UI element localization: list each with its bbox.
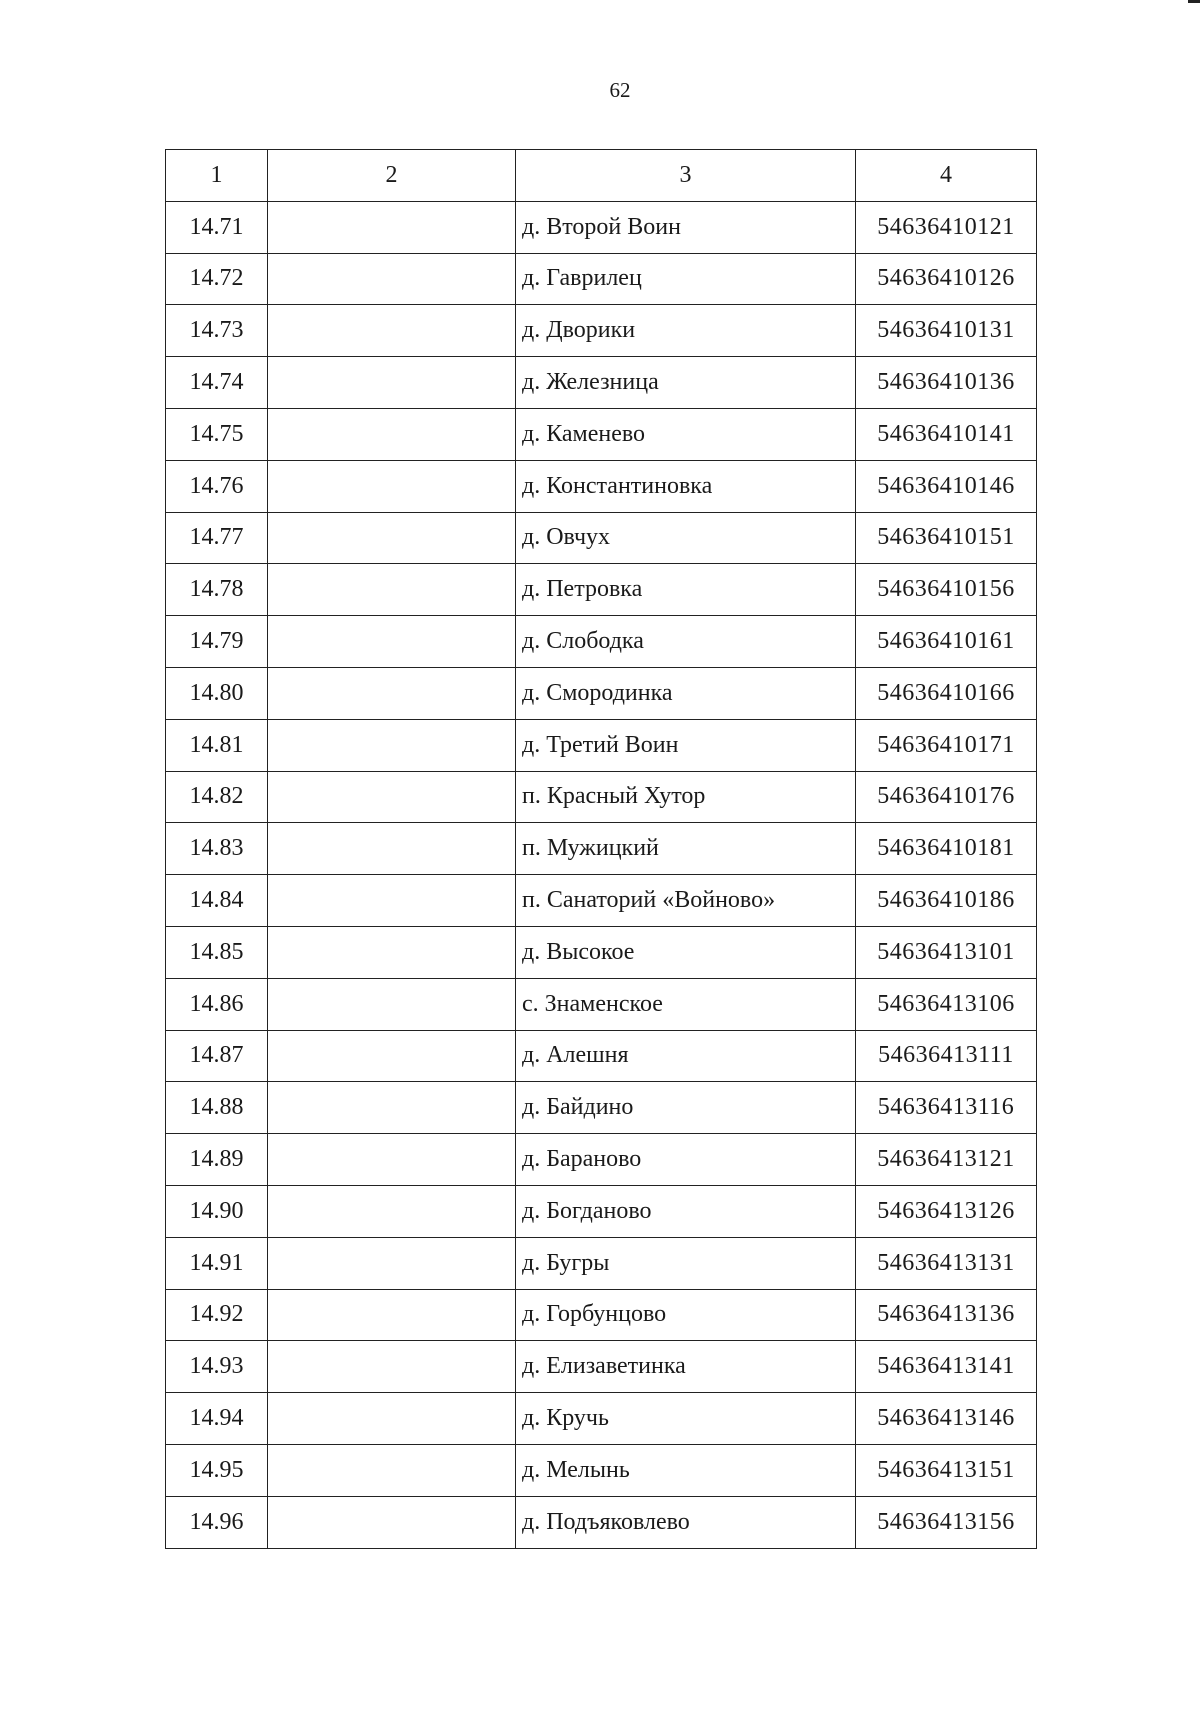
row-number-cell: 14.89 (166, 1134, 268, 1186)
row-col2-cell (268, 460, 516, 512)
settlement-name-cell: д. Дворики (516, 305, 856, 357)
settlement-name-cell: с. Знаменское (516, 978, 856, 1030)
settlement-name-cell: д. Бугры (516, 1237, 856, 1289)
settlement-name-cell: д. Подъяковлево (516, 1496, 856, 1548)
settlement-name-cell: д. Байдино (516, 1082, 856, 1134)
table-row (166, 357, 1037, 409)
table-row (166, 564, 1037, 616)
row-col2-cell (268, 1030, 516, 1082)
table-row (166, 512, 1037, 564)
row-col2-cell (268, 875, 516, 927)
table-row (166, 978, 1037, 1030)
row-col2-cell (268, 1341, 516, 1393)
table-row (166, 1237, 1037, 1289)
settlement-name-cell: д. Константиновка (516, 460, 856, 512)
oktmo-code-cell: 54636410126 (856, 253, 1037, 305)
row-col2-cell (268, 1082, 516, 1134)
row-number-cell: 14.74 (166, 357, 268, 409)
row-col2-cell (268, 305, 516, 357)
row-number-cell: 14.79 (166, 616, 268, 668)
table-row (166, 1185, 1037, 1237)
row-number-cell: 14.84 (166, 875, 268, 927)
row-col2-cell (268, 512, 516, 564)
oktmo-code-cell: 54636410156 (856, 564, 1037, 616)
row-number-cell: 14.87 (166, 1030, 268, 1082)
row-number-cell: 14.91 (166, 1237, 268, 1289)
oktmo-code-cell: 54636413101 (856, 926, 1037, 978)
header-col-2: 2 (268, 150, 516, 202)
table-row (166, 667, 1037, 719)
oktmo-code-cell: 54636410121 (856, 201, 1037, 253)
row-number-cell: 14.96 (166, 1496, 268, 1548)
oktmo-code-cell: 54636410166 (856, 667, 1037, 719)
table-body (166, 201, 1037, 1548)
table-row (166, 253, 1037, 305)
row-col2-cell (268, 978, 516, 1030)
row-number-cell: 14.78 (166, 564, 268, 616)
settlement-name-cell: д. Слободка (516, 616, 856, 668)
settlement-name-cell: д. Второй Воин (516, 201, 856, 253)
row-col2-cell (268, 667, 516, 719)
row-number-cell: 14.72 (166, 253, 268, 305)
settlement-name-cell: п. Красный Хутор (516, 771, 856, 823)
table-row (166, 1393, 1037, 1445)
oktmo-code-cell: 54636413126 (856, 1185, 1037, 1237)
row-col2-cell (268, 1393, 516, 1445)
oktmo-code-cell: 54636413151 (856, 1444, 1037, 1496)
row-number-cell: 14.71 (166, 201, 268, 253)
oktmo-code-cell: 54636410131 (856, 305, 1037, 357)
oktmo-code-cell: 54636410186 (856, 875, 1037, 927)
header-col-1: 1 (166, 150, 268, 202)
oktmo-code-cell: 54636413141 (856, 1341, 1037, 1393)
oktmo-code-cell: 54636413116 (856, 1082, 1037, 1134)
row-number-cell: 14.73 (166, 305, 268, 357)
table-row (166, 823, 1037, 875)
oktmo-code-cell: 54636410171 (856, 719, 1037, 771)
oktmo-code-cell: 54636413121 (856, 1134, 1037, 1186)
row-number-cell: 14.85 (166, 926, 268, 978)
table-row (166, 201, 1037, 253)
table-row (166, 1444, 1037, 1496)
oktmo-code-cell: 54636410176 (856, 771, 1037, 823)
settlement-name-cell: д. Овчух (516, 512, 856, 564)
row-number-cell: 14.75 (166, 408, 268, 460)
row-col2-cell (268, 201, 516, 253)
settlement-name-cell: п. Санаторий «Войново» (516, 875, 856, 927)
scan-edge-mark (1188, 0, 1200, 3)
row-number-cell: 14.82 (166, 771, 268, 823)
row-number-cell: 14.88 (166, 1082, 268, 1134)
row-number-cell: 14.76 (166, 460, 268, 512)
table-row (166, 1134, 1037, 1186)
settlement-name-cell: д. Мелынь (516, 1444, 856, 1496)
row-number-cell: 14.81 (166, 719, 268, 771)
row-col2-cell (268, 1289, 516, 1341)
settlement-name-cell: д. Алешня (516, 1030, 856, 1082)
settlement-name-cell: п. Мужицкий (516, 823, 856, 875)
settlement-name-cell: д. Высокое (516, 926, 856, 978)
row-col2-cell (268, 719, 516, 771)
row-col2-cell (268, 1185, 516, 1237)
settlement-name-cell: д. Кручь (516, 1393, 856, 1445)
table-row (166, 1030, 1037, 1082)
row-col2-cell (268, 564, 516, 616)
table-row (166, 1341, 1037, 1393)
table-row (166, 1082, 1037, 1134)
oktmo-code-cell: 54636413156 (856, 1496, 1037, 1548)
table-row (166, 616, 1037, 668)
settlement-name-cell: д. Каменево (516, 408, 856, 460)
table-row (166, 875, 1037, 927)
row-col2-cell (268, 926, 516, 978)
page-number: 62 (609, 78, 631, 102)
header-col-3: 3 (516, 150, 856, 202)
settlement-name-cell: д. Третий Воин (516, 719, 856, 771)
row-number-cell: 14.94 (166, 1393, 268, 1445)
settlement-name-cell: д. Елизаветинка (516, 1341, 856, 1393)
oktmo-code-cell: 54636413106 (856, 978, 1037, 1030)
settlement-name-cell: д. Гаврилец (516, 253, 856, 305)
oktmo-code-cell: 54636410146 (856, 460, 1037, 512)
row-number-cell: 14.90 (166, 1185, 268, 1237)
row-number-cell: 14.80 (166, 667, 268, 719)
table-row (166, 926, 1037, 978)
oktmo-code-cell: 54636410161 (856, 616, 1037, 668)
settlements-table (165, 149, 1037, 1549)
oktmo-code-cell: 54636413146 (856, 1393, 1037, 1445)
row-col2-cell (268, 771, 516, 823)
oktmo-code-cell: 54636413136 (856, 1289, 1037, 1341)
oktmo-code-cell: 54636410151 (856, 512, 1037, 564)
row-number-cell: 14.95 (166, 1444, 268, 1496)
row-col2-cell (268, 253, 516, 305)
row-col2-cell (268, 1237, 516, 1289)
table-row (166, 719, 1037, 771)
row-number-cell: 14.86 (166, 978, 268, 1030)
settlement-name-cell: д. Горбунцово (516, 1289, 856, 1341)
row-number-cell: 14.77 (166, 512, 268, 564)
oktmo-code-cell: 54636410141 (856, 408, 1037, 460)
settlement-name-cell: д. Смородинка (516, 667, 856, 719)
row-col2-cell (268, 1134, 516, 1186)
table-row (166, 460, 1037, 512)
table-row (166, 1289, 1037, 1341)
table-row (166, 771, 1037, 823)
table-row (166, 408, 1037, 460)
row-col2-cell (268, 616, 516, 668)
table-row (166, 1496, 1037, 1548)
oktmo-code-cell: 54636413131 (856, 1237, 1037, 1289)
settlement-name-cell: д. Железница (516, 357, 856, 409)
row-number-cell: 14.93 (166, 1341, 268, 1393)
row-col2-cell (268, 357, 516, 409)
oktmo-code-cell: 54636410181 (856, 823, 1037, 875)
table-row (166, 305, 1037, 357)
settlement-name-cell: д. Богданово (516, 1185, 856, 1237)
header-col-4: 4 (856, 150, 1037, 202)
row-col2-cell (268, 1444, 516, 1496)
row-col2-cell (268, 823, 516, 875)
row-number-cell: 14.92 (166, 1289, 268, 1341)
row-col2-cell (268, 1496, 516, 1548)
settlement-name-cell: д. Бараново (516, 1134, 856, 1186)
oktmo-code-cell: 54636413111 (856, 1030, 1037, 1082)
row-number-cell: 14.83 (166, 823, 268, 875)
settlement-name-cell: д. Петровка (516, 564, 856, 616)
row-col2-cell (268, 408, 516, 460)
oktmo-code-cell: 54636410136 (856, 357, 1037, 409)
table-header-row (166, 150, 1037, 202)
